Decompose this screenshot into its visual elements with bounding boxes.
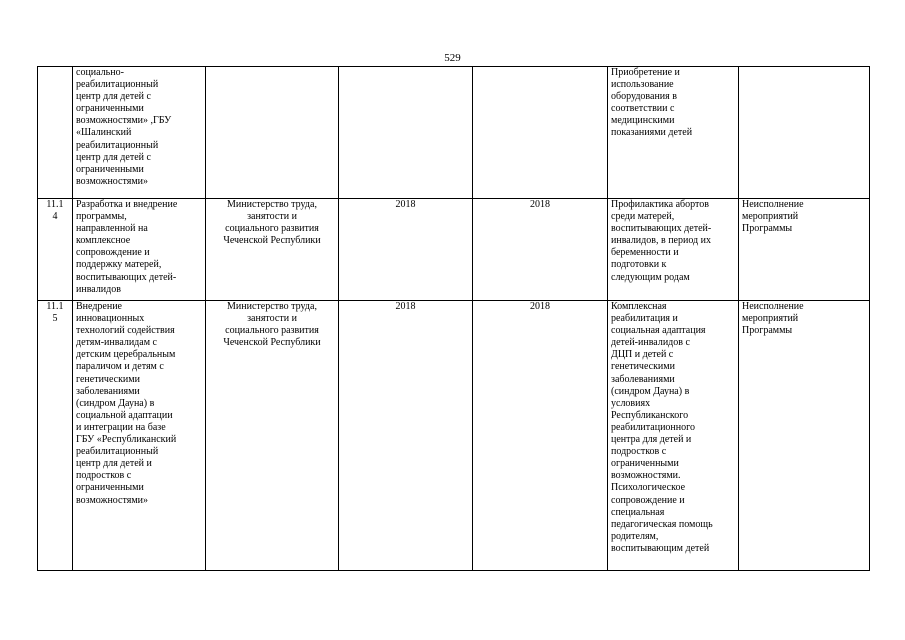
executor-cell [206, 301, 339, 571]
cell-text-line: (синдром Дауна) в [76, 397, 155, 409]
activity-name-cell [73, 301, 206, 571]
cell-text-line: 4 [52, 211, 58, 223]
activity-name-cell [73, 67, 206, 199]
cell-text-line: Чеченской Республики [223, 235, 321, 247]
cell-text-line: ограниченными [76, 163, 144, 175]
cell-text-line: медицинскими [611, 115, 675, 127]
cell-text-line: комплексное [76, 235, 131, 247]
cell-text-line: детям-инвалидам с [76, 337, 157, 349]
cell-text-line: параличом и детям с [76, 361, 164, 373]
cell-text-line: подготовки к [611, 259, 667, 271]
table-row [38, 199, 870, 301]
cell-text-line: социального развития [225, 223, 319, 235]
cell-text-line: центр для детей и [76, 458, 152, 470]
cell-text-line: реабилитационного [611, 421, 695, 433]
cell-text-line: Профилактика абортов [611, 199, 709, 210]
cell-text-line: реабилитация и [611, 313, 678, 325]
cell-text-line: генетическими [611, 361, 675, 373]
cell-text-line: заболеваниями [611, 373, 675, 385]
cell-text-line: «Шалинский [76, 127, 132, 139]
cell-text-line: программы, [76, 211, 127, 223]
table-row [38, 301, 870, 571]
cell-text-line: соответствии с [611, 103, 675, 115]
activity-name-cell [73, 199, 206, 301]
cell-text-line: ГБУ «Республиканский [76, 434, 177, 446]
cell-text-line: Неисполнение [742, 301, 804, 312]
cell-text-line: поддержку матерей, [76, 259, 162, 271]
start-year-cell: 2018 [339, 199, 473, 301]
cell-text-line: 5 [52, 313, 58, 325]
cell-text-line: реабилитационный [76, 139, 159, 151]
cell-text-line: детским церебральным [76, 349, 176, 361]
cell-text-line: центр для детей с [76, 151, 151, 163]
cell-text-line: центр для детей с [76, 91, 151, 103]
cell-text-line: следующим родам [611, 271, 690, 283]
cell-text-line: родителям, [611, 530, 659, 542]
cell-text-line: воспитывающих детей- [611, 223, 712, 235]
cell-text-line: сопровождение и [76, 247, 150, 259]
cell-text-line: Программы [742, 325, 793, 337]
cell-text-line: подростков с [76, 470, 132, 482]
start-year-cell: 2018 [339, 301, 473, 571]
row-number-cell [38, 301, 73, 571]
cell-text-line: Психологическое [611, 482, 686, 494]
expected-result-cell [608, 301, 739, 571]
cell-text-line: детей-инвалидов с [611, 337, 690, 349]
cell-text-line: использование [611, 79, 674, 91]
cell-text-line: воспитывающим детей [611, 542, 710, 554]
consequence-cell [739, 199, 870, 301]
table-row [38, 67, 870, 199]
cell-text-line: центра для детей и [611, 434, 692, 446]
cell-text-line: Республиканского [611, 409, 689, 421]
cell-text-line: Чеченской Республики [223, 337, 321, 349]
cell-text-line: мероприятий [742, 211, 799, 223]
cell-text-line: социальной адаптации [76, 409, 173, 421]
expected-result-cell [608, 67, 739, 199]
cell-text-line: возможностями» [76, 494, 149, 506]
cell-text-line: реабилитационный [76, 79, 159, 91]
consequence-cell [739, 67, 870, 199]
cell-text-line: специальная [611, 506, 665, 518]
cell-text-line: 11.1 [46, 301, 64, 312]
cell-text-line: возможностями. [611, 470, 681, 482]
cell-text-line: занятости и [247, 211, 297, 223]
cell-text-line: ДЦП и детей с [611, 349, 674, 361]
cell-text-line: Разработка и внедрение [76, 199, 178, 210]
cell-text-line: Приобретение и [611, 67, 680, 78]
cell-text-line: возможностями» [76, 175, 149, 187]
cell-text-line: показаниями детей [611, 127, 693, 139]
cell-text-line: социально- [76, 67, 124, 78]
cell-text-line: Программы [742, 223, 793, 235]
cell-text-line: социального развития [225, 325, 319, 337]
page-number: 529 [444, 52, 461, 64]
cell-text-line: Министерство труда, [227, 301, 317, 312]
end-year-cell: 2018 [473, 199, 608, 301]
cell-text-line: оборудования в [611, 91, 677, 103]
cell-text-line: Неисполнение [742, 199, 804, 210]
end-year-cell [473, 67, 608, 199]
cell-text-line: Внедрение [76, 301, 122, 312]
row-number-cell [38, 67, 73, 199]
cell-text-line: генетическими [76, 373, 140, 385]
cell-text-line: подростков с [611, 446, 667, 458]
cell-text-line: занятости и [247, 313, 297, 325]
expected-result-cell [608, 199, 739, 301]
cell-text-line: возможностями» ,ГБУ [76, 115, 172, 127]
cell-text-line: направленной на [76, 223, 148, 235]
cell-text-line: инвалидов, в период их [611, 235, 711, 247]
start-year-cell [339, 67, 473, 199]
end-year-cell: 2018 [473, 301, 608, 571]
cell-text-line: сопровождение и [611, 494, 685, 506]
cell-text-line: условиях [611, 397, 651, 409]
cell-text-line: ограниченными [76, 482, 144, 494]
program-activities-table [37, 66, 870, 571]
executor-cell [206, 67, 339, 199]
cell-text-line: Комплексная [611, 301, 667, 312]
consequence-cell [739, 301, 870, 571]
cell-text-line: инвалидов [76, 283, 121, 295]
cell-text-line: ограниченными [76, 103, 144, 115]
table-body [38, 67, 870, 571]
cell-text-line: Министерство труда, [227, 199, 317, 210]
cell-text-line: ограниченными [611, 458, 679, 470]
cell-text-line: беременности и [611, 247, 679, 259]
cell-text-line: среди матерей, [611, 211, 675, 223]
cell-text-line: социальная адаптация [611, 325, 706, 337]
cell-text-line: технологий содействия [76, 325, 175, 337]
cell-text-line: и интеграции на базе [76, 421, 166, 433]
cell-text-line: педагогическая помощь [611, 518, 713, 530]
executor-cell [206, 199, 339, 301]
cell-text-line: (синдром Дауна) в [611, 385, 690, 397]
row-number-cell [38, 199, 73, 301]
cell-text-line: инновационных [76, 313, 145, 325]
cell-text-line: воспитывающих детей- [76, 271, 177, 283]
cell-text-line: мероприятий [742, 313, 799, 325]
cell-text-line: 11.1 [46, 199, 64, 210]
cell-text-line: заболеваниями [76, 385, 140, 397]
cell-text-line: реабилитационный [76, 446, 159, 458]
